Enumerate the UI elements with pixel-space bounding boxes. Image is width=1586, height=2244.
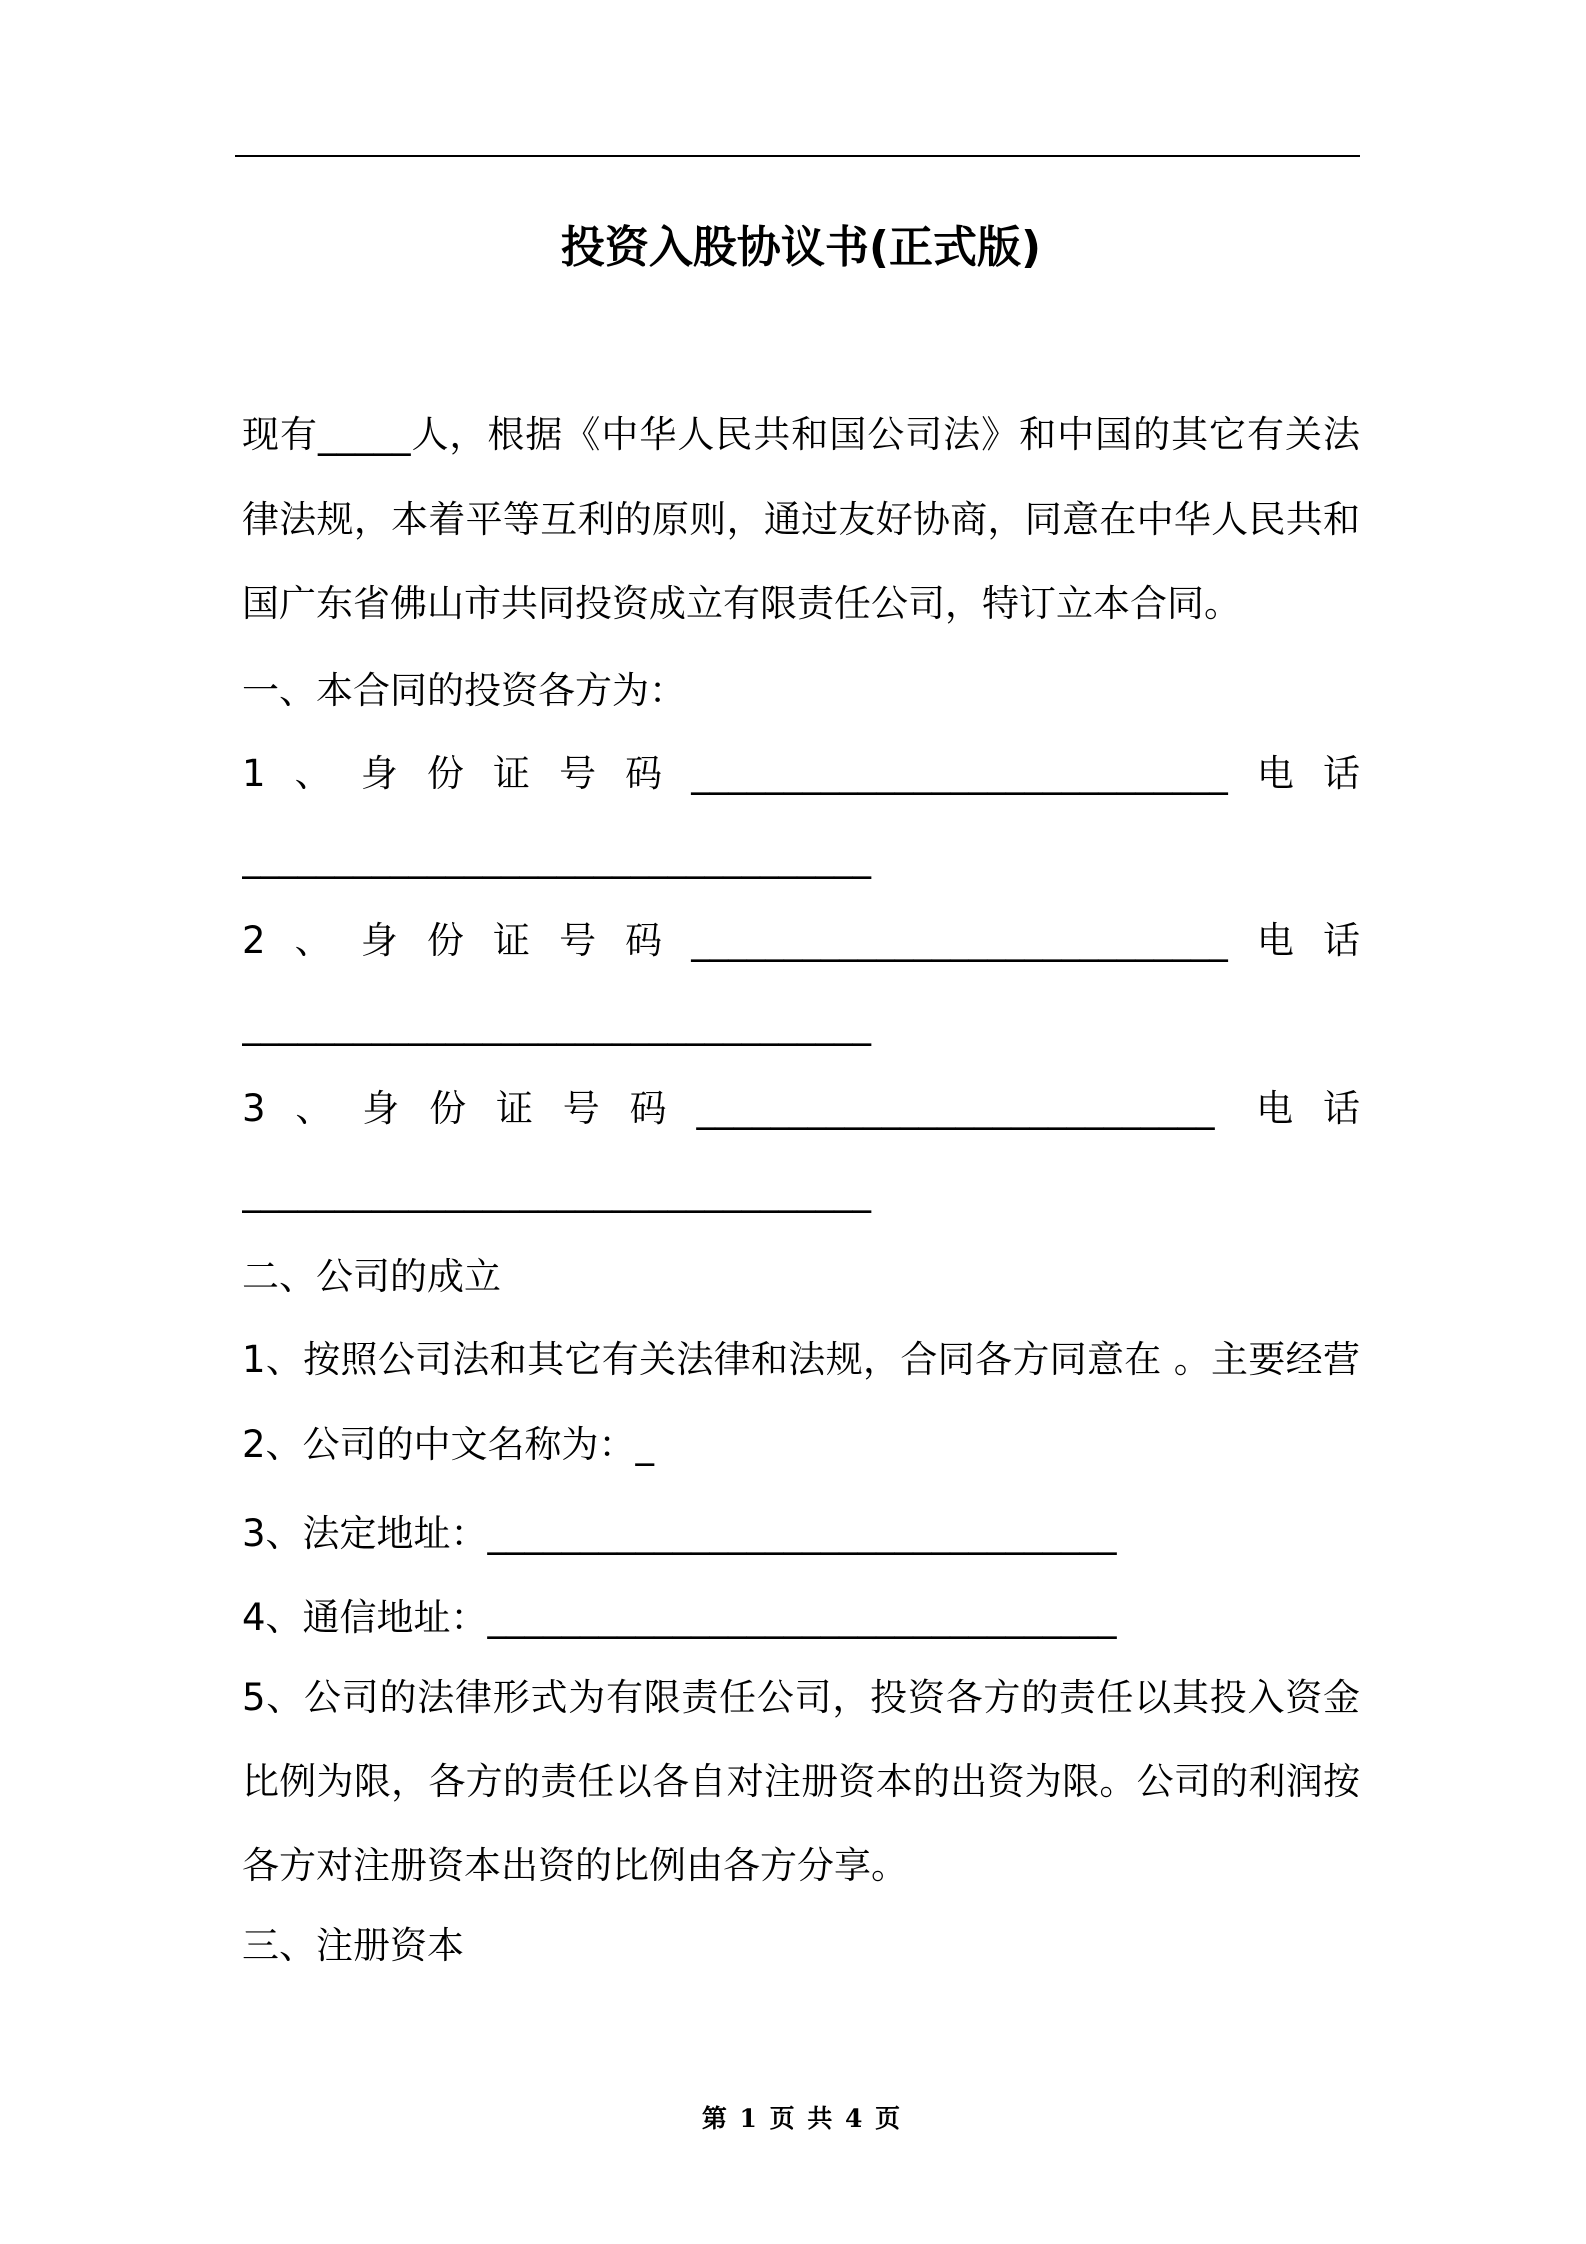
party-phone-blank: __________________________________	[242, 1003, 871, 1046]
clause-line: 3、法定地址：__________________________________	[242, 1512, 1117, 1555]
party-id-line: 3、身份证号码____________________________ 电话	[242, 1087, 1360, 1130]
party-phone-blank: __________________________________	[242, 1170, 871, 1213]
party-id-line: 2、身份证号码_____________________________电话	[242, 919, 1360, 962]
page-number-footer: 第 1 页 共 4 页	[701, 2104, 901, 2133]
clause-line: 5、公司的法律形式为有限责任公司，投资各方的责任以其投入资金	[242, 1676, 1360, 1719]
section-heading-capital: 三、注册资本	[242, 1924, 464, 1967]
clause-line: 比例为限，各方的责任以各自对注册资本的出资为限。公司的利润按	[242, 1760, 1360, 1803]
party-phone-blank: __________________________________	[242, 836, 871, 879]
header-divider	[235, 155, 1360, 157]
clause-line: 各方对注册资本出资的比例由各方分享。	[242, 1844, 908, 1887]
section-heading-parties: 一、本合同的投资各方为：	[242, 669, 686, 712]
clause-line: 1、按照公司法和其它有关法律和法规，合同各方同意在 。主要经营	[242, 1338, 1360, 1381]
intro-line: 国广东省佛山市共同投资成立有限责任公司，特订立本合同。	[242, 582, 1241, 625]
document-title: 投资入股协议书(正式版)	[560, 222, 1042, 273]
intro-line: 现有_____人，根据《中华人民共和国公司法》和中国的其它有关法	[242, 413, 1360, 456]
party-id-line: 1、身份证号码_____________________________电话	[242, 752, 1360, 795]
section-heading-establishment: 二、公司的成立	[242, 1255, 501, 1298]
clause-line: 2、公司的中文名称为：_	[242, 1423, 655, 1466]
intro-line: 律法规，本着平等互利的原则，通过友好协商，同意在中华人民共和	[242, 498, 1360, 541]
clause-line: 4、通信地址：__________________________________	[242, 1596, 1117, 1639]
